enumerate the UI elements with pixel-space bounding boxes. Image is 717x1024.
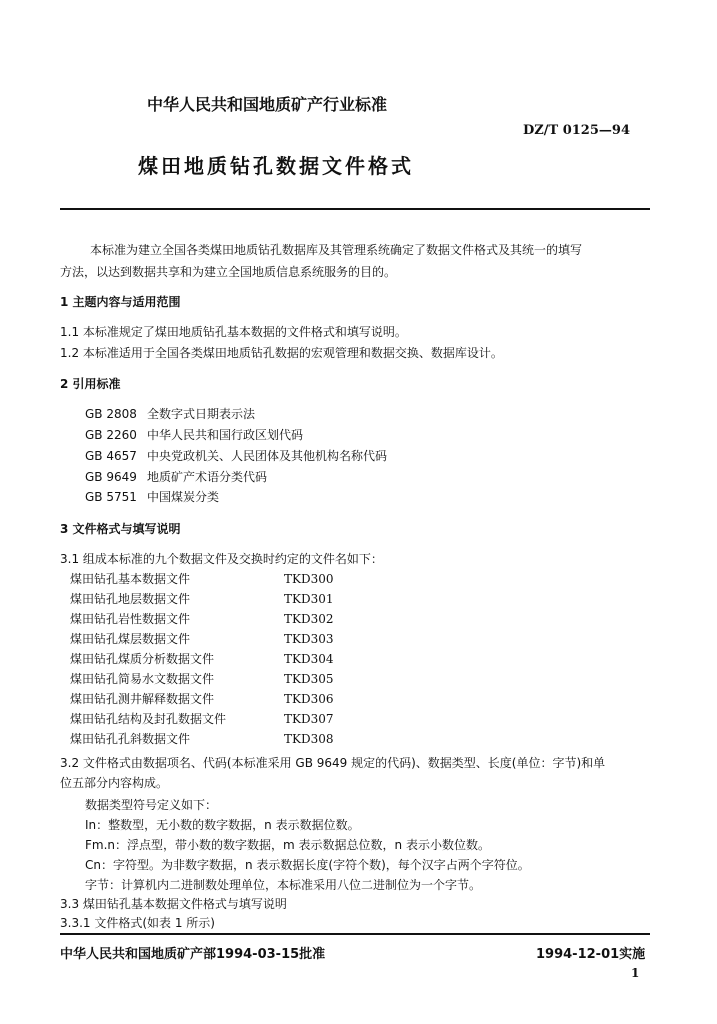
page-number: 1 (631, 966, 640, 980)
section-1-heading: 1 主题内容与适用范围 (60, 295, 181, 309)
approval-note: 中华人民共和国地质矿产部1994-03-15批准 (60, 947, 326, 962)
clause-3-1: 3.1 组成本标准的九个数据文件及交换时约定的文件名如下： (60, 552, 383, 566)
file-name: 煤田钻孔地层数据文件 (70, 592, 191, 606)
file-name: 煤田钻孔岩性数据文件 (70, 612, 191, 626)
file-name: 煤田钻孔结构及封孔数据文件 (70, 712, 227, 726)
section-3-heading: 3 文件格式与填写说明 (60, 522, 181, 536)
reference-code: GB 9649 (85, 470, 137, 484)
reference-code: GB 4657 (85, 449, 137, 463)
data-type-integer: In：整数型，无小数的数字数据，n 表示数据位数。 (85, 818, 360, 832)
reference-row (85, 426, 303, 443)
file-code: TKD302 (284, 612, 334, 626)
file-name: 煤田钻孔简易水文数据文件 (70, 672, 215, 686)
data-type-char: Cn：字符型。为非数字数据，n 表示数据长度(字符个数)，每个汉字占两个字符位。 (85, 858, 530, 872)
reference-row (85, 405, 255, 422)
header-divider (60, 208, 650, 210)
effective-date: 1994-12-01实施 (536, 947, 646, 962)
reference-title: 地质矿产术语分类代码 (147, 470, 268, 484)
clause-1-1: 1.1 本标准规定了煤田地质钻孔基本数据的文件格式和填写说明。 (60, 325, 407, 339)
file-row (70, 670, 334, 687)
reference-title: 中华人民共和国行政区划代码 (147, 428, 304, 442)
intro-line-1: 本标准为建立全国各类煤田地质钻孔数据库及其管理系统确定了数据文件格式及其统一的填写 (90, 243, 583, 257)
intro-line-2: 方法，以达到数据共享和为建立全国地质信息系统服务的目的。 (60, 265, 397, 279)
file-row (70, 690, 334, 707)
file-name: 煤田钻孔孔斜数据文件 (70, 732, 191, 746)
footer-divider (60, 933, 650, 935)
file-code: TKD303 (284, 632, 334, 646)
file-row (70, 590, 334, 607)
file-code: TKD304 (284, 652, 334, 666)
file-name: 煤田钻孔煤层数据文件 (70, 632, 191, 646)
file-code: TKD307 (284, 712, 334, 726)
file-row (70, 730, 334, 747)
reference-row (85, 447, 387, 464)
data-type-float: Fm.n：浮点型，带小数的数字数据，m 表示数据总位数，n 表示小数位数。 (85, 838, 490, 852)
clause-1-2: 1.2 本标准适用于全国各类煤田地质钻孔数据的宏观管理和数据交换、数据库设计。 (60, 346, 503, 360)
standard-number: DZ/T 0125—94 (523, 123, 630, 138)
file-name: 煤田钻孔测井解释数据文件 (70, 692, 215, 706)
file-row (70, 570, 334, 587)
file-code: TKD305 (284, 672, 334, 686)
reference-code: GB 5751 (85, 490, 137, 504)
data-type-intro: 数据类型符号定义如下： (85, 798, 218, 812)
reference-title: 全数字式日期表示法 (147, 407, 256, 421)
file-row (70, 710, 334, 727)
reference-code: GB 2808 (85, 407, 137, 421)
clause-3-3-1: 3.3.1 文件格式(如表 1 所示) (60, 916, 215, 930)
file-code: TKD306 (284, 692, 334, 706)
file-row (70, 610, 334, 627)
file-code: TKD308 (284, 732, 334, 746)
clause-3-2-line-2: 位五部分内容构成。 (60, 776, 169, 790)
data-type-byte: 字节：计算机内二进制数处理单位，本标准采用八位二进制位为一个字节。 (85, 878, 482, 892)
clause-3-2-line-1: 3.2 文件格式由数据项名、代码(本标准采用 GB 9649 规定的代码)、数据类型、长度(单位：字节)和单 (60, 756, 606, 770)
document-title: 煤田地质钻孔数据文件格式 (138, 154, 414, 178)
file-code: TKD300 (284, 572, 334, 586)
file-code: TKD301 (284, 592, 334, 606)
file-name: 煤田钻孔煤质分析数据文件 (70, 652, 215, 666)
reference-title: 中央党政机关、人民团体及其他机构名称代码 (147, 449, 388, 463)
file-row (70, 650, 334, 667)
reference-row (85, 468, 267, 485)
reference-code: GB 2260 (85, 428, 137, 442)
section-2-heading: 2 引用标准 (60, 377, 121, 391)
reference-title: 中国煤炭分类 (147, 490, 220, 504)
file-name: 煤田钻孔基本数据文件 (70, 572, 191, 586)
reference-row (85, 488, 219, 505)
clause-3-3: 3.3 煤田钻孔基本数据文件格式与填写说明 (60, 897, 287, 911)
file-row (70, 630, 334, 647)
org-title: 中华人民共和国地质矿产行业标准 (147, 95, 388, 114)
